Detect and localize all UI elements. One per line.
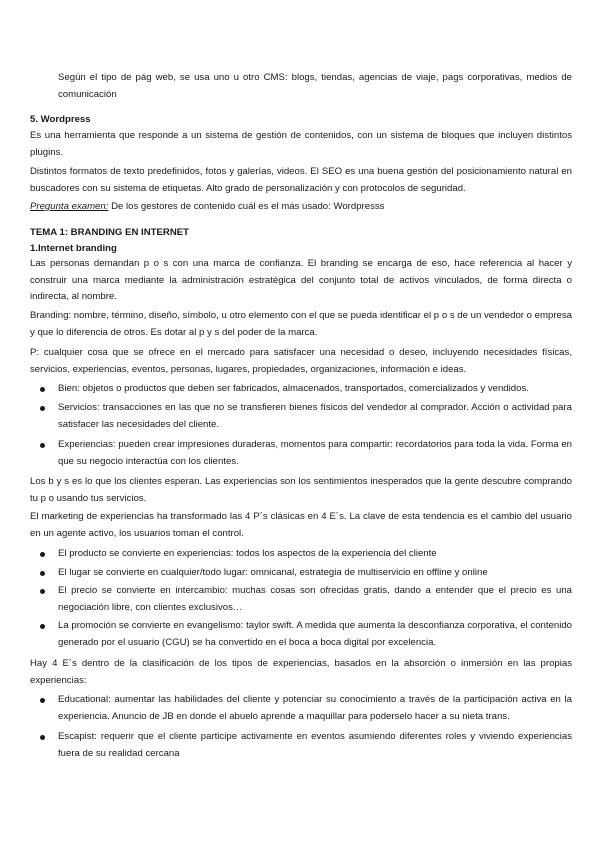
branding-paragraph-1: Las personas demandan p o s con una marca de confianza. El branding se encarga de eso, hace referencia al hacer y construir una marca mediante la administración estratégica del conjunto total de activos vinculados, de forma directa o indirecta, al nombre. [30, 258, 572, 303]
section-heading: 1.Internet branding [30, 243, 117, 254]
list-item: El lugar se convierte en cualquier/todo lugar: omnicanal, estrategia de multiservicio en offline y online [58, 565, 572, 582]
bullet-icon [40, 698, 45, 703]
bullet-icon [40, 387, 45, 392]
bullet-icon [40, 406, 45, 411]
list-item: Bien: objetos o productos que deben ser fabricados, almacenados, transportados, comercializados y vendidos. [58, 381, 572, 398]
list-item: El precio se convierte en intercambio: muchas cosas son ofrecidas gratis, dando a entender que el precio es una negociación libre, con clientes exclusivos… [58, 583, 572, 616]
bullet-icon [40, 552, 45, 557]
list-item: La promoción se convierte en evangelismo: taylor swift. A medida que aumenta la desconfianza corporativa, el contenido generado por el usuario (CGU) se ha convertido en el boca a boca digital por excelencia. [58, 618, 572, 651]
exam-question [30, 199, 572, 216]
wordpress-paragraph-2: Distintos formatos de texto predefinidos, fotos y galerías, videos. El SEO es una buena gestión del posicionamiento natural en buscadores con su sistema de etiquetas. Alto grado de personalización y con protocolos de seguridad. [30, 166, 572, 194]
intro-paragraph: Según el tipo de pág web, se usa uno u otro CMS: blogs, tiendas, agencias de viaje, pags corporativas, medios de comunicación [58, 72, 572, 100]
product-definition-paragraph: P: cualquier cosa que se ofrece en el mercado para satisfacer una necesidad o deseo, incluyendo necesidades físicas, servicios, experiencias, eventos, personas, lugares, propiedades, organizaciones, información e ideas. [30, 347, 572, 375]
goods-services-paragraph: Los b y s es lo que los clientes esperan. Las experiencias son los sentimientos inesperados que la gente descubre comprando tu p o usando tus servicios. [30, 476, 572, 504]
bullet-icon [40, 443, 45, 448]
wordpress-paragraph-1: Es una herramienta que responde a un sistema de gestión de contenidos, con un sistema de bloques que incluyen distintos plugins. [30, 130, 572, 158]
bullet-icon [40, 624, 45, 629]
bullet-icon [40, 571, 45, 576]
four-es-paragraph: Hay 4 E´s dentro de la clasificación de los tipos de experiencias, basados en la absorción o inmersión en las propias experiencias: [30, 658, 572, 686]
bullet-icon [40, 735, 45, 740]
list-item: Escapist: requerir que el cliente participe activamente en eventos asumiendo diferentes roles y viviendo experiencias fuera de su realidad cercana [58, 729, 572, 762]
tema-title: TEMA 1: BRANDING EN INTERNET [30, 227, 190, 238]
list-item: Educational: aumentar las habilidades del cliente y potenciar su conocimiento a través de la participación activa en la experiencia. Anuncio de JB en donde el abuelo aprende a maquillar para poderselo hacer a su nieta trans. [58, 692, 572, 725]
experience-marketing-paragraph: El marketing de experiencias ha transformado las 4 P´s clásicas en 4 E´s. La clave de esta tendencia es el cambio del usuario en un agente activo, los usuarios toman el control. [30, 511, 572, 539]
list-item: Experiencias: pueden crear impresiones duraderas, momentos para compartir: recordatorios para toda la vida. Forma en que su negocio interactúa con los clientes. [58, 437, 572, 470]
wordpress-heading: 5. Wordpress [30, 114, 91, 125]
list-item: Servicios: transacciones en las que no se transfieren bienes físicos del vendedor al comprador. Acción o actividad para satisfacer las necesidades del cliente. [58, 400, 572, 433]
branding-paragraph-2: Branding: nombre, término, diseño, símbolo, u otro elemento con el que se pueda identificar el p o s de un vendedor o empresa y que lo diferencia de otros. Es dotar al p y s del poder de la marca. [30, 310, 572, 338]
list-item: El producto se convierte en experiencias: todos los aspectos de la experiencia del cliente [58, 546, 572, 563]
exam-question-text: De los gestores de contenido cuál es el más usado: Wordpresss [108, 201, 385, 212]
bullet-icon [40, 589, 45, 594]
exam-question-label: Pregunta examen: [30, 201, 109, 212]
